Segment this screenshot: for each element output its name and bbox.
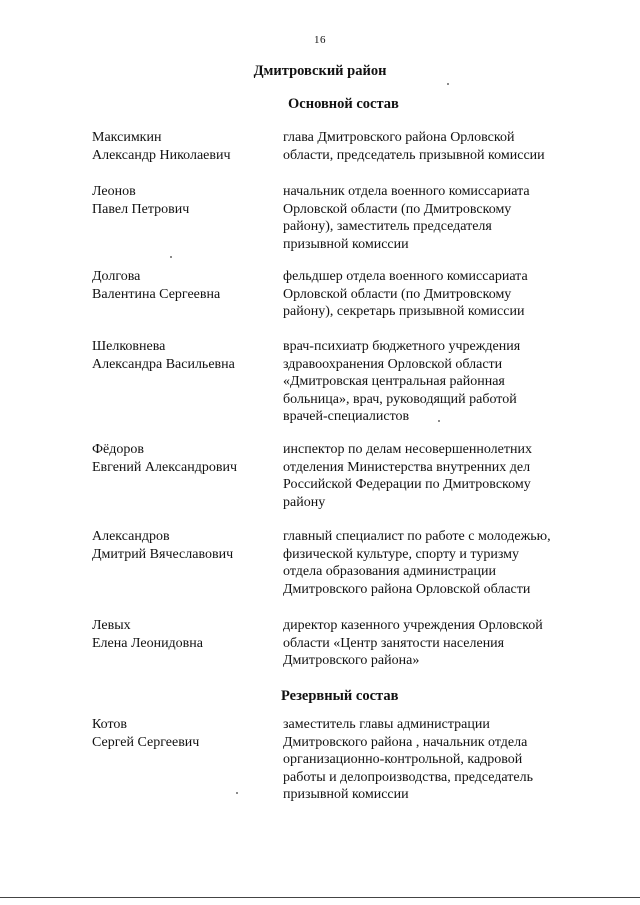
member-name: [92, 338, 272, 373]
member-given-names: Дмитрий Вячеславович: [92, 546, 234, 562]
role-line: здравоохранения Орловской области: [283, 356, 503, 372]
member-given-names: Александра Васильевна: [92, 356, 235, 372]
member-given-names: Сергей Сергеевич: [92, 734, 200, 750]
member-surname: Долгова: [92, 269, 141, 284]
scan-edge-line: [0, 897, 640, 898]
member-name: [92, 441, 272, 476]
role-line: отдела образования администрации: [283, 564, 497, 579]
member-name: [92, 129, 272, 164]
member-name: [92, 716, 272, 751]
scan-speck: [170, 256, 172, 258]
role-line: Дмитровского района , начальник отдела: [283, 734, 528, 750]
member-surname: Фёдоров: [92, 442, 145, 457]
role-line: области «Центр занятости населения: [283, 635, 505, 651]
member-name: [92, 268, 272, 303]
role-line: директор казенного учреждения Орловской: [283, 618, 543, 633]
role-line: начальник отдела военного комиссариата: [283, 184, 530, 199]
reserve-section-heading: Резервный состав: [281, 688, 399, 704]
member-given-names: Павел Петрович: [92, 201, 190, 217]
member-role: [283, 528, 583, 598]
member-role: [283, 617, 583, 670]
role-line: области, председатель призывной комиссии: [283, 147, 545, 163]
member-role: [283, 183, 583, 253]
member-role: [283, 338, 583, 426]
member-role: [283, 268, 583, 321]
member-given-names: Евгений Александрович: [92, 459, 238, 475]
member-surname: Леонов: [92, 184, 136, 199]
role-line: врач-психиатр бюджетного учреждения: [283, 339, 521, 354]
role-line: Дмитровского района»: [283, 653, 420, 668]
role-line: призывной комиссии: [283, 236, 409, 252]
role-line: инспектор по делам несовершеннолетних: [283, 442, 532, 457]
role-line: району), заместитель председателя: [283, 219, 492, 234]
role-line: Дмитровского района Орловской области: [283, 581, 531, 597]
member-surname: Котов: [92, 717, 127, 732]
role-line: врачей-специалистов: [283, 409, 410, 424]
member-role: [283, 441, 583, 511]
role-line: фельдшер отдела военного комиссариата: [283, 269, 528, 284]
role-line: организационно-контрольной, кадровой: [283, 752, 523, 767]
role-line: заместитель главы администрации: [283, 717, 490, 732]
role-line: физической культуре, спорту и туризму: [283, 546, 520, 562]
member-given-names: Александр Николаевич: [92, 147, 231, 163]
member-given-names: Валентина Сергеевна: [92, 286, 221, 302]
role-line: глава Дмитровского района Орловской: [283, 130, 515, 145]
role-line: главный специалист по работе с молодежью,: [283, 529, 551, 544]
role-line: району: [283, 494, 326, 510]
member-surname: Александров: [92, 529, 170, 544]
scan-speck: [236, 792, 238, 794]
page-number: 16: [314, 34, 326, 46]
member-role: [283, 129, 583, 164]
district-title: Дмитровский район: [253, 63, 387, 79]
member-surname: Шелковнева: [92, 339, 166, 354]
member-surname: Левых: [92, 618, 131, 633]
role-line: Орловской области (по Дмитровскому: [283, 201, 512, 217]
member-role: [283, 716, 583, 804]
main-section-heading: Основной состав: [288, 96, 399, 112]
role-line: работы и делопроизводства, председатель: [283, 769, 533, 785]
member-surname: Максимкин: [92, 130, 162, 145]
member-given-names: Елена Леонидовна: [92, 635, 203, 651]
role-line: району), секретарь призывной комиссии: [283, 304, 525, 319]
role-line: призывной комиссии: [283, 787, 409, 802]
role-line: Российской Федерации по Дмитровскому: [283, 477, 531, 492]
role-line: Орловской области (по Дмитровскому: [283, 286, 512, 302]
scan-speck: [447, 83, 449, 85]
role-line: отделения Министерства внутренних дел: [283, 459, 531, 475]
member-name: [92, 183, 272, 218]
member-name: [92, 617, 272, 652]
scan-speck: [438, 420, 440, 422]
role-line: «Дмитровская центральная районная: [283, 374, 505, 389]
role-line: больница», врач, руководящий работой: [283, 391, 517, 407]
member-name: [92, 528, 272, 563]
